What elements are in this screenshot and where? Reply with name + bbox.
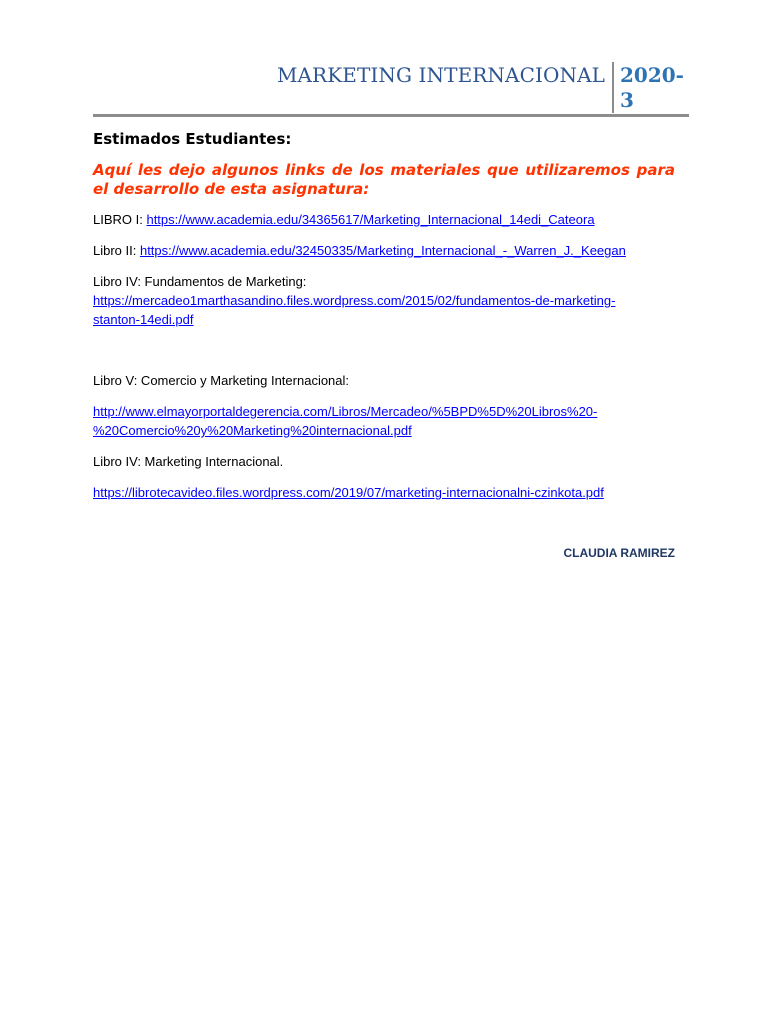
book-5-link[interactable]: https://librotecavideo.files.wordpress.com/2019/07/marketing-internacionalni-czinkota.pdf [93,485,604,500]
book-5-label: Libro IV: Marketing Internacional. [93,454,284,469]
book-3-link-continued[interactable]: stanton-14edi.pdf [93,312,194,327]
book-1-link[interactable]: https://www.academia.edu/34365617/Marketing_Internacional_14edi_Cateora [146,212,595,227]
book-4-link[interactable]: http://www.elmayorportaldegerencia.com/Libros/Mercadeo/%5BPD%5D%20Libros%20- [93,404,598,419]
book-2-link[interactable]: https://www.academia.edu/32450335/Marketing_Internacional_-_Warren_J._Keegan [139,243,626,258]
book-1-label: LIBRO I: [93,212,147,227]
book-1-line [93,210,595,229]
book-3-link-line-2 [93,310,193,329]
author-signature: CLAUDIA RAMIREZ [563,546,675,560]
book-5-link-line [93,483,604,502]
page-header [93,60,689,117]
course-title: MARKETING INTERNACIONAL [276,63,605,87]
book-4-link-line-2 [93,421,412,440]
intro-paragraph: Aquí les dejo algunos links de los materiales que utilizaremos para el desarrollo de esta asignatura: [93,161,675,198]
header-divider [612,62,614,113]
greeting-heading: Estimados Estudiantes: [93,130,292,148]
book-4-link-line-1 [93,402,597,421]
book-2-line [93,241,626,260]
book-3-link-line-1 [93,291,615,310]
course-period: 2020-3 [620,63,684,112]
book-3-label: Libro IV: Fundamentos de Marketing: [93,274,307,289]
book-2-label: Libro II: [93,243,140,258]
book-4-label: Libro V: Comercio y Marketing Internacional: [93,373,350,388]
book-3-link[interactable]: https://mercadeo1marthasandino.files.wordpress.com/2015/02/fundamentos-de-marketing- [93,293,616,308]
book-4-link-continued[interactable]: %20Comercio%20y%20Marketing%20internacional.pdf [93,423,412,438]
